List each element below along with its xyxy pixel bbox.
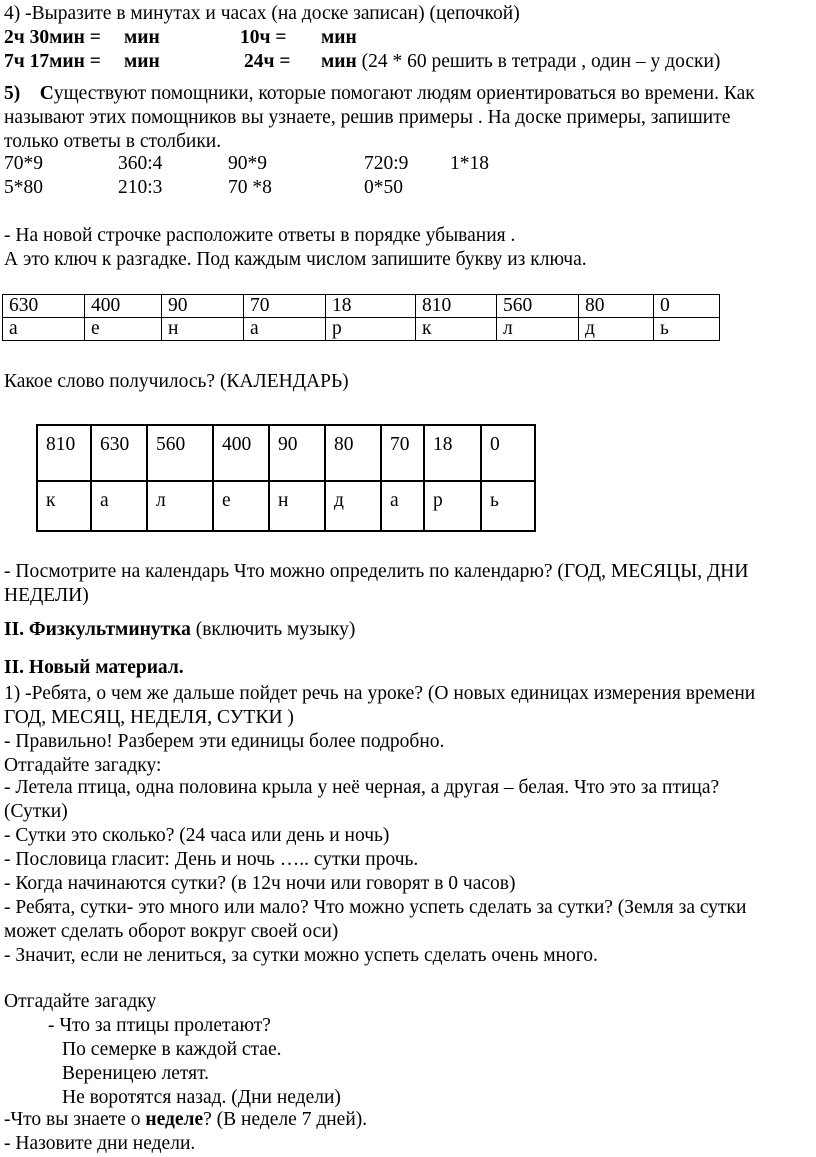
key-number-cell: 18 — [326, 295, 416, 318]
text-line: - Значит, если не лениться, за сутки можно успеть сделать очень много. — [4, 945, 598, 966]
answer-letter-cell: а — [91, 481, 147, 531]
instruction-order: - На новой строчке расположите ответы в порядке убывания . — [4, 225, 516, 246]
example: 70*9 — [4, 153, 43, 174]
answer-letter-cell: л — [147, 481, 213, 531]
key-number-cell: 560 — [497, 295, 579, 318]
example: 5*80 — [4, 177, 43, 198]
task4-unit-b: мин — [321, 27, 357, 48]
answer-letter-cell: д — [325, 481, 381, 531]
answer-number-cell: 18 — [424, 425, 481, 481]
answer-number-cell: 80 — [325, 425, 381, 481]
key-letter-cell: е — [85, 318, 162, 341]
task4-expr-d: 24ч = — [244, 51, 291, 72]
text-line: 1) -Ребята, о чем же дальше пойдет речь на уроке? (О новых единицах измерения времени — [4, 683, 756, 704]
text-line: - Правильно! Разберем эти единицы более подробно. — [4, 731, 445, 752]
example: 210:3 — [118, 177, 163, 198]
answer-numbers-row — [37, 425, 535, 481]
key-letter-cell: а — [3, 318, 85, 341]
answer-letter-cell: к — [37, 481, 91, 531]
key-letter-cell: а — [244, 318, 326, 341]
answer-letter-cell: а — [381, 481, 424, 531]
answer-number-cell: 560 — [147, 425, 213, 481]
new-material-heading: II. Новый материал. — [4, 657, 184, 678]
task5-number: 5) — [4, 83, 21, 104]
key-table — [2, 294, 720, 341]
text-line: - Ребята, сутки- это много или мало? Что можно успеть сделать за сутки? (Земля за сутки — [4, 897, 747, 918]
example: 1*18 — [450, 153, 489, 174]
phys-note: (включить музыку) — [190, 619, 356, 640]
examples-row1 — [4, 152, 804, 176]
task4-expr-a: 2ч 30мин = — [4, 27, 101, 48]
task5-line2: называют этих помощников вы узнаете, решив примеры . На доске примеры, запишите — [4, 107, 731, 128]
answer-number-cell: 810 — [37, 425, 91, 481]
instruction-key: А это ключ к разгадке. Под каждым числом запишите букву из ключа. — [4, 249, 587, 270]
key-number-cell: 70 — [244, 295, 326, 318]
task5-line1 — [4, 82, 755, 106]
phys-heading — [4, 618, 355, 642]
calendar-question-1: - Посмотрите на календарь Что можно определить по календарю? (ГОД, МЕСЯЦЫ, ДНИ — [4, 561, 749, 582]
answer-letter-cell: е — [213, 481, 269, 531]
example: 720:9 — [364, 153, 409, 174]
answer-letter-cell: р — [424, 481, 481, 531]
text-line: - Пословица гласит: День и ночь ….. сутки прочь. — [4, 849, 419, 870]
key-letter-cell: к — [416, 318, 497, 341]
answer-number-cell: 70 — [381, 425, 424, 481]
key-letters-row — [3, 318, 720, 341]
riddle2-line: По семерке в каждой стае. — [62, 1039, 282, 1060]
text-line: ГОД, МЕСЯЦ, НЕДЕЛЯ, СУТКИ ) — [4, 707, 294, 728]
key-number-cell: 810 — [416, 295, 497, 318]
calendar-question-2: НЕДЕЛИ) — [4, 585, 89, 606]
task4-expr-b: 10ч = — [240, 27, 287, 48]
phys-title: II. Физкультминутка — [4, 619, 191, 640]
answer-letter-cell: н — [269, 481, 325, 531]
riddle2-title: Отгадайте загадку — [4, 991, 157, 1012]
key-number-cell: 90 — [162, 295, 244, 318]
text-line: может сделать оборот вокруг своей оси) — [4, 921, 339, 942]
days-question: - Назовите дни недели. — [4, 1133, 196, 1154]
answer-number-cell: 400 — [213, 425, 269, 481]
example: 90*9 — [228, 153, 267, 174]
key-number-cell: 400 — [85, 295, 162, 318]
answer-number-cell: 630 — [91, 425, 147, 481]
task4-note: (24 * 60 решить в тетради , один – у доски) — [361, 51, 721, 72]
task4-unit-c: мин — [124, 51, 160, 72]
key-letter-cell: л — [497, 318, 579, 341]
key-numbers-row — [3, 295, 720, 318]
example: 0*50 — [364, 177, 403, 198]
key-letter-cell: н — [162, 318, 244, 341]
answer-number-cell: 90 — [269, 425, 325, 481]
examples-row2 — [4, 176, 804, 200]
task5-line3: только ответы в столбики. — [4, 131, 222, 152]
key-letter-cell: д — [579, 318, 654, 341]
text-line: Отгадайте загадку: — [4, 755, 162, 776]
answer-letter-cell: ь — [481, 481, 535, 531]
riddle2-line: Вереницею летят. — [62, 1063, 210, 1084]
riddle2-line: - Что за птицы пролетают? — [48, 1015, 271, 1036]
task4-row1 — [4, 26, 804, 50]
task5-first-letter: С — [39, 83, 54, 104]
answer-number-cell: 0 — [481, 425, 535, 481]
key-number-cell: 0 — [654, 295, 720, 318]
example: 360:4 — [118, 153, 163, 174]
answer-letters-row — [37, 481, 535, 531]
week-question-post: ? (В неделе 7 дней). — [203, 1109, 368, 1130]
week-question-bold: неделе — [145, 1109, 204, 1130]
key-number-cell: 630 — [3, 295, 85, 318]
week-question-pre: -Что вы знаете о — [4, 1109, 146, 1130]
task4-unit-a: мин — [124, 27, 160, 48]
task4-unit-d: мин — [321, 51, 357, 72]
text-line: - Сутки это сколько? (24 часа или день и ночь) — [4, 825, 390, 846]
text-line: - Летела птица, одна половина крыла у неё черная, а другая – белая. Что это за птица? — [4, 777, 720, 798]
example: 70 *8 — [228, 177, 272, 198]
week-question — [4, 1108, 367, 1132]
question-word: Какое слово получилось? (КАЛЕНДАРЬ) — [4, 371, 349, 392]
riddle2-line: Не воротятся назад. (Дни недели) — [62, 1087, 341, 1108]
answer-table — [36, 424, 536, 532]
key-letter-cell: р — [326, 318, 416, 341]
key-number-cell: 80 — [579, 295, 654, 318]
task4-row2 — [4, 50, 804, 74]
task4-heading: 4) -Выразите в минутах и часах (на доске записан) (цепочкой) — [4, 3, 520, 24]
key-letter-cell: ь — [654, 318, 720, 341]
text-line: - Когда начинаются сутки? (в 12ч ночи или говорят в 0 часов) — [4, 873, 516, 894]
text-line: (Сутки) — [4, 801, 68, 822]
task5-text1: уществуют помощники, которые помогают людям ориентироваться во времени. Как — [53, 83, 755, 104]
task4-expr-c: 7ч 17мин = — [4, 51, 101, 72]
